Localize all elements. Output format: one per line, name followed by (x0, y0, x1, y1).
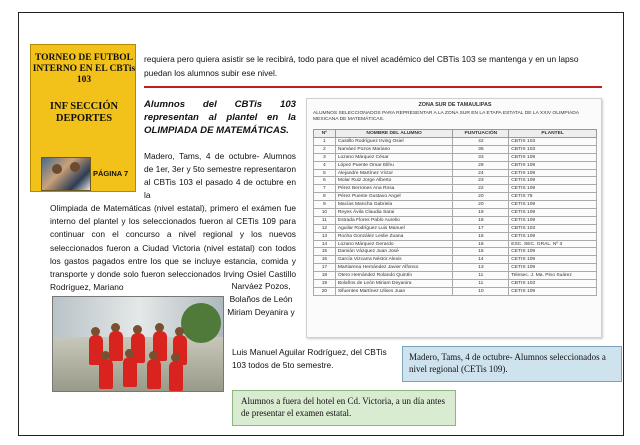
cell-school: CBTIS 109 (509, 153, 597, 161)
table-row (314, 209, 597, 217)
cell-school: CETIS 109 (509, 169, 597, 177)
cell-school: CETIS 109 (509, 201, 597, 209)
results-table-image (306, 98, 602, 338)
cell-school: CBTIS 103 (509, 224, 597, 232)
table-row (314, 216, 597, 224)
table-row (314, 145, 597, 153)
cell-name: Reyes Ávila Claudia Sarai (335, 209, 453, 217)
cell-name: Aguilar Rodríguez Luis Manuel (335, 224, 453, 232)
cell-score: 17 (453, 224, 509, 232)
cell-score: 10 (453, 287, 509, 295)
cell-name: Rocha González Leslie Zuana (335, 232, 453, 240)
cell-number: 11 (314, 216, 336, 224)
cell-number: 8 (314, 193, 336, 201)
cell-school: CETIS 109 (509, 177, 597, 185)
cell-number: 19 (314, 280, 336, 288)
table-row (314, 256, 597, 264)
col-name: NOMBRE DEL ALUMNO (335, 130, 453, 138)
cell-name: Lozano Márquez Gerardo (335, 240, 453, 248)
cell-score: 36 (453, 145, 509, 153)
table-header-row (314, 130, 597, 138)
section-divider (144, 86, 602, 88)
cell-score: 22 (453, 185, 509, 193)
table-row (314, 264, 597, 272)
cell-school: CETIS 109 (509, 209, 597, 217)
group-photo (52, 296, 224, 392)
cell-name: Bolaños de León Miriam Deyanira (335, 280, 453, 288)
cell-school: CBTIS 103 (509, 280, 597, 288)
article-body-names: Narváez Pozos, Bolaños de León Miriam Deyanira y (227, 281, 295, 318)
cell-school: CETIS 109 (509, 287, 597, 295)
cell-number: 5 (314, 169, 336, 177)
table-row (314, 248, 597, 256)
cell-name: Estrada Flores Pablo Aurelio (335, 216, 453, 224)
cell-score: 24 (453, 169, 509, 177)
cell-number: 16 (314, 256, 336, 264)
photo-student (99, 359, 113, 389)
cell-score: 29 (453, 161, 509, 169)
cell-name: Castillo Rodríguez Irving Osiel (335, 138, 453, 146)
cell-score: 23 (453, 177, 509, 185)
cell-score: 42 (453, 138, 509, 146)
table-row (314, 177, 597, 185)
cell-name: Narváez Pozos Mariano (335, 145, 453, 153)
cell-number: 13 (314, 232, 336, 240)
photo-plant (181, 303, 221, 343)
cell-number: 7 (314, 185, 336, 193)
col-score: PUNTUACIÓN (453, 130, 509, 138)
table-region: ZONA SUR DE TAMAULIPAS (418, 102, 492, 108)
article-headline: Alumnos del CBTis 103 representan al plantel en la OLIMPIADA DE MATEMÁTICAS. (144, 99, 296, 136)
cell-number: 12 (314, 224, 336, 232)
cell-name: Otero Hernández Rolando Quintín (335, 272, 453, 280)
cell-name: Martiarena Hernández Javier Alfonso (335, 264, 453, 272)
cell-name: Pérez Berrones Ana Rosa (335, 185, 453, 193)
table-caption: ALUMNOS SELECCIONADOS PARA REPRESENTAR A LA ZONA SUR EN LA ETAPA ESTATAL DE LA XXIV OLIMPIADA MEXICANA DE MATEMÁTICAS. (313, 111, 579, 123)
cell-school: CBTIS 109 (509, 161, 597, 169)
table-body (314, 138, 597, 296)
cell-score: 13 (453, 264, 509, 272)
table-row (314, 287, 597, 295)
cell-name: Alejandre Martínez Víctor (335, 169, 453, 177)
cell-number: 14 (314, 240, 336, 248)
cell-score: 11 (453, 272, 509, 280)
cell-score: 16 (453, 232, 509, 240)
sidebar-photo (41, 157, 91, 191)
cell-school: CBTIS 103 (509, 138, 597, 146)
photo-student (147, 359, 161, 389)
cell-school: CETIS 109 (509, 248, 597, 256)
cell-school: CETIS 109 (509, 256, 597, 264)
cell-name: López Puente Omar Elihu (335, 161, 453, 169)
cell-number: 20 (314, 287, 336, 295)
cell-number: 6 (314, 177, 336, 185)
table-row (314, 232, 597, 240)
page-number: PÁGINA 7 (93, 169, 129, 178)
article-body-closing: Luis Manuel Aguilar Rodríguez, del CBTis 103 todos de 5to semestre. (232, 347, 387, 371)
cell-number: 15 (314, 248, 336, 256)
table-row (314, 201, 597, 209)
cell-score: 11 (453, 280, 509, 288)
cell-score: 14 (453, 256, 509, 264)
regional-caption-box: Madero, Tams, 4 de octubre- Alumnos seleccionados a nivel regional (CETis 109). (402, 346, 622, 382)
cell-school: CETIS 109 (509, 264, 597, 272)
cell-number: 9 (314, 201, 336, 209)
cell-name: Macías Mancha Gabriela (335, 201, 453, 209)
article-body-column: Madero, Tams, 4 de octubre- Alumnos de 1er, 3er y 5to semestre representaron al CBTis 103 el pasado 4 de octubre en la (144, 151, 296, 200)
cell-score: 33 (453, 153, 509, 161)
cell-name: Lozano Márquez César (335, 153, 453, 161)
cell-name: García Vizcarra Néstor Alexis (335, 256, 453, 264)
article-body-wide: Olimpiada de Matemáticas (nivel estatal), primero el exámen fue interno del plantel y los seleccionados fueron al CETis 109 para continuar con el concurso a nivel regional y los nuevos seleccionados fueron a Ciudad Victoria (nivel estatal) con todos los gastos pagados entre los que se incluye estancia, comida y transporte y donde solo fueron seleccionados Irving Osiel Castillo Rodríguez, Mariano (50, 203, 296, 293)
table-row (314, 193, 597, 201)
cell-school: CETIS 109 (509, 185, 597, 193)
photo-person (70, 162, 80, 172)
cell-number: 2 (314, 145, 336, 153)
hotel-caption-box: Alumnos a fuera del hotel en Cd. Victoria, a un día antes de presentar el examen estatal. (232, 390, 456, 426)
cell-name: Molar Ruiz Jorge Alberto (335, 177, 453, 185)
cell-score: 18 (453, 216, 509, 224)
table-row (314, 161, 597, 169)
sidebar-subtitle: INF SECCIÓN DEPORTES (49, 101, 119, 124)
cell-school: CETIS 78 (509, 193, 597, 201)
table-row (314, 169, 597, 177)
cell-score: 15 (453, 248, 509, 256)
cell-number: 18 (314, 272, 336, 280)
cell-name: Damián Vázquez Juan José (335, 248, 453, 256)
col-school: PLANTEL (509, 130, 597, 138)
intro-paragraph: requiera pero quiera asistir se le recibirá, todo para que el nivel académico del CBTis 103 se mantenga y en un lapso puedan los alumnos subir ese nivel. (144, 54, 579, 78)
photo-student (123, 357, 137, 387)
table-row (314, 185, 597, 193)
cell-number: 4 (314, 161, 336, 169)
cell-school: CETIS 109 (509, 216, 597, 224)
cell-school: ESC. SEC. GRAL. Nº 3 (509, 240, 597, 248)
table-row (314, 240, 597, 248)
col-number: Nº (314, 130, 336, 138)
cell-name: Sifuentes Martínez Ulises Juan (335, 287, 453, 295)
table-row (314, 272, 597, 280)
sports-sidebar (30, 44, 136, 192)
cell-number: 17 (314, 264, 336, 272)
cell-score: 16 (453, 240, 509, 248)
photo-person (52, 164, 62, 174)
photo-student (109, 331, 123, 361)
cell-score: 19 (453, 209, 509, 217)
table-row (314, 138, 597, 146)
table-row (314, 153, 597, 161)
cell-school: CBTIS 103 (509, 145, 597, 153)
cell-score: 20 (453, 193, 509, 201)
cell-school: CETIS 109 (509, 232, 597, 240)
table-row (314, 280, 597, 288)
results-table (313, 129, 597, 296)
cell-number: 10 (314, 209, 336, 217)
cell-number: 1 (314, 138, 336, 146)
table-row (314, 224, 597, 232)
photo-student (169, 361, 183, 391)
cell-school: Telesec. J. Ma. Pino Suárez (509, 272, 597, 280)
cell-name: Pérez Puente Gustavo Angel (335, 193, 453, 201)
cell-score: 20 (453, 201, 509, 209)
cell-number: 3 (314, 153, 336, 161)
sidebar-title: TORNEO DE FUTBOL INTERNO EN EL CBTis 103 (32, 53, 136, 85)
